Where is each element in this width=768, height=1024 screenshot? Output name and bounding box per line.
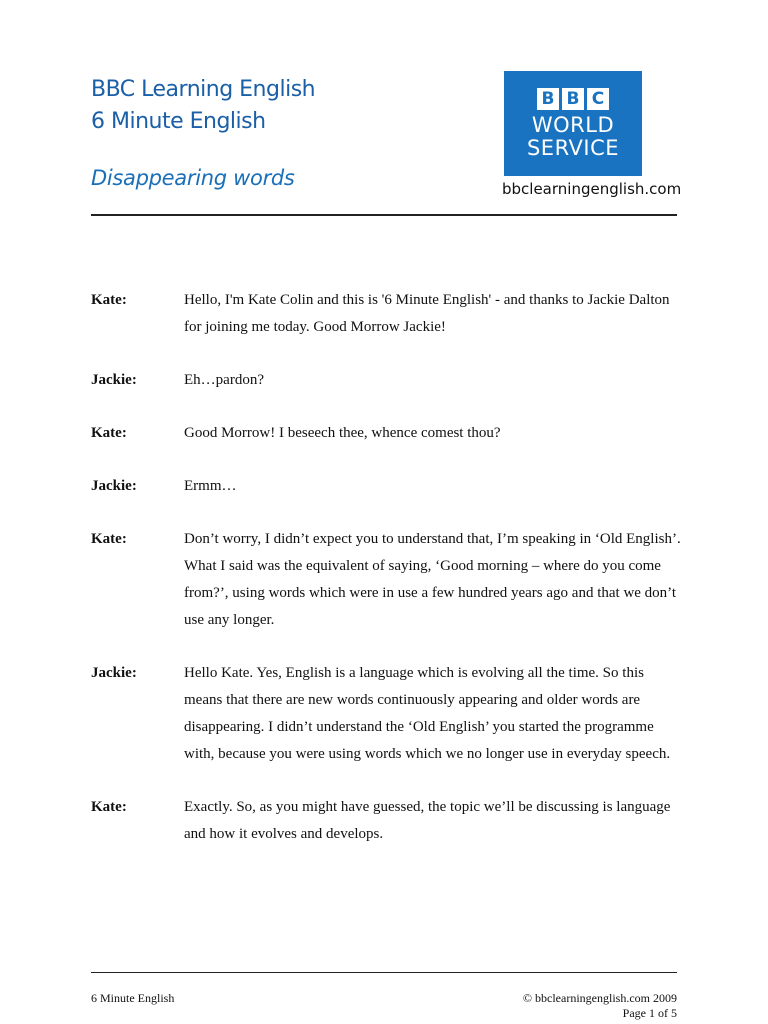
brand-line-2: 6 Minute English [91,109,266,134]
speech: Exactly. So, as you might have guessed, the topic we’ll be discussing is language and how it evolves and develops. [184,799,671,842]
logo-service: SERVICE [526,135,620,160]
speaker: Jackie: [91,665,137,681]
dialogue-turn [91,367,691,394]
footer-page-number: Page 1 of 5 [622,1006,677,1020]
speaker: Kate: [91,799,127,815]
speaker: Kate: [91,292,127,308]
bbc-letter-b2: B [562,88,584,110]
dialogue-turn [91,420,691,447]
bbc-letter-b1: B [537,88,559,110]
speech: Good Morrow! I beseech thee, whence comest thou? [184,425,501,441]
speaker: Jackie: [91,478,137,494]
speaker: Jackie: [91,372,137,388]
speech: Hello Kate. Yes, English is a language which is evolving all the time. So this means that there are new words continuously appearing and older words are disappearing. I didn’t understand the ‘Old English’ you started the programme with, because you were using words which we no longer use in everyday speech. [184,665,671,762]
header-divider [91,214,677,216]
logo-world: WORLD [531,112,615,137]
bbc-blocks [537,88,609,110]
logo-url: bbclearningenglish.com [502,180,682,198]
dialogue-turn [91,794,691,848]
brand-line-1: BBC Learning English [91,77,316,102]
dialogue-turn [91,287,691,341]
speech: Ermm… [184,478,237,494]
episode-title: Disappearing words [91,166,295,190]
footer-right [523,991,677,1021]
dialogue-turn [91,473,691,500]
speech: Hello, I'm Kate Colin and this is '6 Minute English' - and thanks to Jackie Dalton for joining me today. Good Morrow Jackie! [184,292,670,335]
speaker: Kate: [91,425,127,441]
footer-divider [91,972,677,973]
dialogue-turn [91,526,691,634]
bbc-world-service-logo [504,71,642,176]
bbc-letter-c: C [587,88,609,110]
speaker: Kate: [91,531,127,547]
speech: Don’t worry, I didn’t expect you to understand that, I’m speaking in ‘Old English’. What I said was the equivalent of saying, ‘Good morning – where do you come from?’, using words which were in use a few hundred years ago and that we don’t use any longer. [184,531,681,628]
footer-copyright: © bbclearningenglish.com 2009 [522,991,677,1005]
speech: Eh…pardon? [184,372,264,388]
dialogue [91,287,691,874]
dialogue-turn [91,660,691,768]
footer-series: 6 Minute English [91,991,175,1005]
brand-title [91,74,315,138]
